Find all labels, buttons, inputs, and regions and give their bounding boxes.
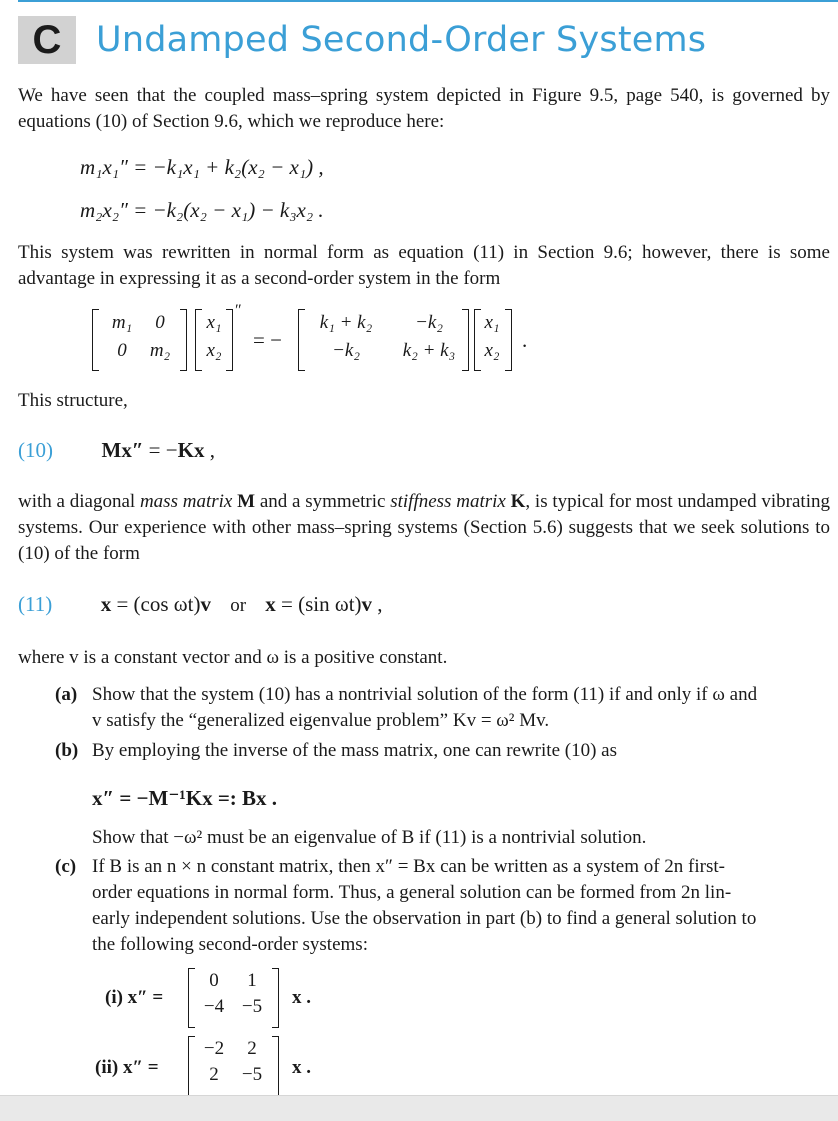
text-italic: stiffness matrix — [390, 491, 506, 512]
text: , is typical for most undamped vibrating systems. Our experience with other mass–spring systems (Section 5.6) suggests that we seek solutions to (10) of the form — [18, 491, 830, 564]
eq11-end: , — [372, 592, 383, 616]
paragraph-mass-matrix — [18, 489, 830, 567]
matrix-cell: −4 — [203, 996, 225, 1017]
vector-x — [202, 312, 226, 362]
matrix-cell: 1 — [247, 970, 257, 991]
item-b-line-2: Show that −ω² must be an eigenvalue of B if (11) is a nontrivial solution. — [92, 827, 647, 848]
equation-line-2 — [80, 198, 324, 223]
system-i-end: x . — [292, 987, 311, 1008]
bracket-right — [462, 309, 469, 371]
equation-line-1-rhs: −k₁x₁ + k₂(x₂ − x₁) , — [152, 155, 324, 179]
eq11-v: v — [200, 592, 211, 616]
paragraph-constant-vector: where v is a constant vector and ω is a positive constant. — [18, 647, 448, 668]
item-c-line-3: early independent solutions. Use the observation in part (b) to find a general solution to — [92, 908, 757, 929]
matrix-cell: 2 — [247, 1038, 257, 1059]
eq11-cos: = (cos ωt) — [111, 592, 201, 616]
system-ii-end: x . — [292, 1057, 311, 1078]
eq11-sin: = (sin ωt) — [275, 592, 362, 616]
section-letter: C — [18, 16, 76, 64]
section-header — [18, 16, 706, 64]
bracket-right — [180, 309, 187, 371]
matrix-cell: −5 — [241, 1064, 263, 1085]
bracket-left — [92, 309, 99, 371]
stiffness-matrix — [302, 312, 468, 362]
item-b-equation: x″ = −M⁻¹Kx =: Bx . — [92, 786, 278, 810]
item-b-line-1: By employing the inverse of the mass matrix, one can rewrite (10) as — [92, 740, 617, 761]
equals-minus: = − — [253, 328, 282, 352]
matrix-cell: x₁ — [206, 312, 222, 333]
matrix-cell: m₂ — [149, 340, 171, 361]
equation-number: (10) — [18, 438, 53, 462]
item-a-line-2: v satisfy the “generalized eigenvalue problem” Kv = ω² Mv. — [92, 710, 550, 731]
matrix-i — [194, 970, 270, 1018]
equation-number: (11) — [18, 592, 53, 616]
matrix-cell: m₁ — [111, 312, 133, 333]
item-b-label: (b) — [55, 740, 79, 761]
header-rule — [18, 0, 838, 2]
eq11-v: v — [361, 592, 373, 616]
eq11-x: x — [100, 592, 112, 616]
matrix-cell: 2 — [209, 1064, 219, 1085]
matrix-cell: x₁ — [484, 312, 500, 333]
equation-line-1 — [80, 155, 324, 180]
equation-11 — [18, 592, 383, 617]
system-ii-label: (ii) x″ = — [95, 1057, 159, 1078]
item-c-line-2: order equations in normal form. Thus, a general solution can be formed from 2n lin- — [92, 882, 732, 903]
text: and a symmetric — [255, 491, 391, 512]
item-c-line-1: If B is an n × n constant matrix, then x″ = Bx can be written as a system of 2n first- — [92, 856, 725, 877]
eq10-lhs: Mx″ — [101, 438, 144, 462]
matrix-cell: −k₂ — [415, 312, 443, 333]
equation-line-2-lhs: m₂x₂″ = — [80, 198, 153, 222]
matrix-cell: −5 — [241, 996, 263, 1017]
matrix-cell: −2 — [203, 1038, 225, 1059]
matrix-cell: 0 — [117, 340, 127, 361]
text: with a diagonal — [18, 491, 140, 512]
matrix-cell: x₂ — [206, 340, 222, 361]
matrix-cell: x₂ — [484, 340, 500, 361]
bracket-right — [505, 309, 512, 371]
mass-matrix — [102, 312, 178, 362]
paragraph-normal-form: This system was rewritten in normal form as equation (11) in Section 9.6; however, there is some advantage in expressing it as a second-order system in the form — [18, 242, 830, 289]
eq10-end: , — [204, 438, 215, 462]
text-bold: M — [232, 491, 256, 512]
paragraph-structure: This structure, — [18, 390, 128, 411]
eq11-x: x — [265, 592, 276, 616]
item-a-label: (a) — [55, 684, 78, 705]
viewer-bottom-bar — [0, 1095, 838, 1121]
matrix-cell: 0 — [209, 970, 219, 991]
prime-mark: ″ — [235, 302, 242, 319]
paragraph-intro: We have seen that the coupled mass–spring system depicted in Figure 9.5, page 540, is governed by equations (10) of Section 9.6, which we reproduce here: — [18, 85, 830, 132]
text-bold: K — [505, 491, 526, 512]
matrix-cell: 0 — [155, 312, 165, 333]
bracket-left — [195, 309, 202, 371]
matrix-cell: k₂ + k₃ — [402, 340, 456, 361]
equation-line-2-rhs: −k₂(x₂ − x₁) − k₃x₂ . — [152, 198, 324, 222]
matrix-ii — [194, 1038, 270, 1086]
section-title: Undamped Second-Order Systems — [96, 20, 707, 60]
equation-line-1-lhs: m₁x₁″ = — [80, 155, 153, 179]
period: . — [522, 328, 528, 352]
item-a-line-1: Show that the system (10) has a nontrivial solution of the form (11) if and only if ω and — [92, 684, 758, 705]
equation-10 — [18, 438, 215, 463]
matrix-cell: k₁ + k₂ — [319, 312, 373, 333]
bracket-right — [272, 1036, 279, 1096]
matrix-cell: −k₂ — [332, 340, 360, 361]
vector-x-rhs — [480, 312, 504, 362]
item-c-label: (c) — [55, 856, 77, 877]
bracket-right — [226, 309, 233, 371]
eq10-rhs: Kx — [177, 438, 205, 462]
bracket-right — [272, 968, 279, 1028]
system-i-label: (i) x″ = — [105, 987, 164, 1008]
text-italic: mass matrix — [139, 491, 233, 512]
eq11-or: or — [230, 595, 247, 616]
item-c-line-4: the following second-order systems: — [92, 934, 368, 955]
eq10-mid: = − — [143, 438, 178, 462]
